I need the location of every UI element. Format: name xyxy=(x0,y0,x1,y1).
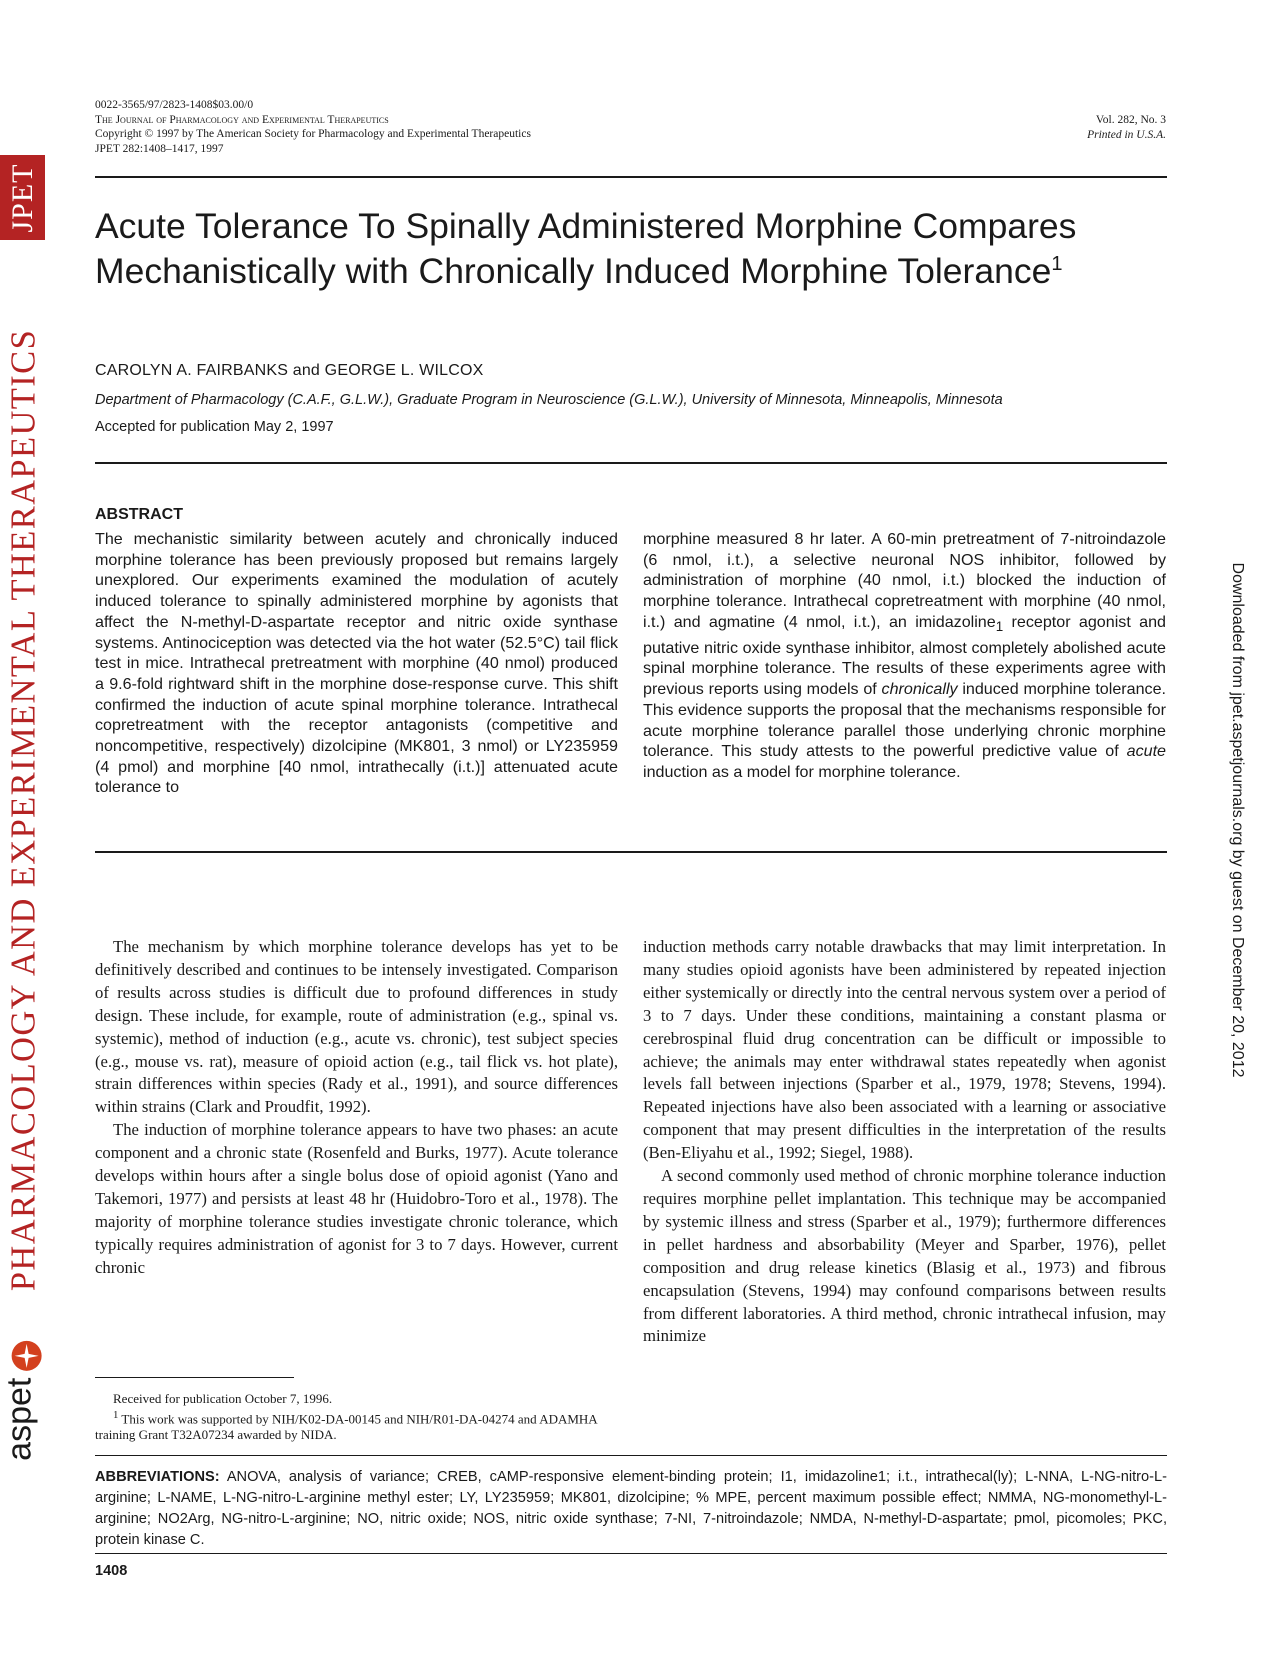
abstract-left-column: The mechanistic similarity between acutely and chronically induced morphine tolerance has been previously proposed but remains largely unexplored. Our experiments examined the modulation of acutely induced tolerance to spinally administered morphine by agonists that affect the N-methyl-D-aspartate receptor and nitric oxide synthase systems. Antinociception was detected via the hot water (52.5°C) tail flick test in mice. Intrathecal pretreatment with morphine (40 nmol) produced a 9.6-fold rightward shift in the morphine dose-response curve. This shift confirmed the induction of acute spinal morphine tolerance. Intrathecal copretreatment with the receptor antagonists (competitive and noncompetitive, respectively) dizolcipine (MK801, 3 nmol) or LY235959 (4 pmol) and morphine [40 nmol, intrathecally (i.t.)] attenuated acute tolerance to xyxy=(95,530,618,797)
author-list: CAROLYN A. FAIRBANKS and GEORGE L. WILCOX xyxy=(95,362,484,379)
abstract-right-column xyxy=(643,529,1166,783)
abstract-subscript: 1 xyxy=(995,619,1004,635)
download-note: Downloaded from jpet.aspetjournals.org by guest on December 20, 2012 xyxy=(1229,562,1246,1078)
page-number: 1408 xyxy=(95,1563,128,1579)
abbreviations-top-rule xyxy=(95,1455,1167,1456)
title-footnote-mark: 1 xyxy=(1051,253,1063,276)
accepted-date: Accepted for publication May 2, 1997 xyxy=(95,419,334,435)
abstract-text-part: induction as a model for morphine tolerance. xyxy=(643,762,961,781)
copyright-line: Copyright © 1997 by The American Society for Pharmacology and Experimental Therapeutics xyxy=(95,128,531,140)
body-paragraph: The mechanism by which morphine tolerance develops has yet to be definitively described and continues to be intensely investigated. Comparison of results across studies is difficult due to profound differences in study design. These include, for example, route of administration (e.g., spinal vs. systemic), method of induction (e.g., acute vs. chronic), test subject species (e.g., mouse vs. rat), measure of opioid action (e.g., tail flick vs. hot plate), strain differences within species (Rady et al., 1991), and source differences within strains (Clark and Proudfit, 1992). xyxy=(95,937,618,1117)
abbreviations-label: ABBREVIATIONS: xyxy=(95,1469,220,1485)
received-date: Received for publication October 7, 1996. xyxy=(113,1391,333,1406)
abstract-heading: ABSTRACT xyxy=(95,506,183,523)
body-left-column xyxy=(95,936,618,1280)
aspet-logo-text: aspet xyxy=(0,1377,39,1461)
abstract-text-part: induced morphine tolerance. This evidence supports the proposal that the mechanisms responsible for acute morphine tolerance parallel those underlying chronic morphine tolerance. This study attests to the powerful predictive value of xyxy=(643,680,1167,761)
journal-header-left xyxy=(95,98,531,156)
abstract-text-part: morphine measured 8 hr later. A 60-min pretreatment of 7-nitroindazole (6 nmol, i.t.), a selective neuronal NOS inhibitor, followed by administration of morphine (40 nmol, i.t.) blocked the induction of morphine tolerance. Intrathecal copretreatment with morphine (40 nmol, i.t.) and agmatine (4 nmol, i.t.), an imidazoline xyxy=(643,530,1166,631)
aspet-flower-icon xyxy=(9,1339,43,1373)
abstract-emphasis: acute xyxy=(1126,742,1166,761)
citation-line: JPET 282:1408–1417, 1997 xyxy=(95,142,224,155)
article-title xyxy=(95,204,1195,294)
journal-header-right xyxy=(1087,113,1166,142)
journal-name: The Journal of Pharmacology and Experimental Therapeutics xyxy=(95,113,389,126)
affiliation: Department of Pharmacology (C.A.F., G.L.W.), Graduate Program in Neuroscience (G.L.W.), University of Minnesota, Minneapolis, Minnesota xyxy=(95,392,1003,408)
footnote-rule xyxy=(95,1377,294,1378)
title-rule xyxy=(95,462,1167,464)
journal-vertical-banner: PHARMACOLOGY AND EXPERIMENTAL THERAPEUTICS xyxy=(4,328,43,1292)
abbreviations-bottom-rule xyxy=(95,1553,1167,1554)
abstract-emphasis: chronically xyxy=(881,680,958,699)
funding-footnote xyxy=(95,1407,618,1443)
abbreviations-block xyxy=(95,1467,1167,1551)
body-paragraph: A second commonly used method of chronic morphine tolerance induction requires morphine pellet implantation. This technique may be accompanied by systemic illness and stress (Sparber et al., 1979); furthermore differences in pellet hardness and absorbability (Meyer and Sparber, 1976), pellet composition and drug release kinetics (Blasig et al., 1973) and fibrous encapsulation (Stevens, 1994) may confound comparisons between results from different laboratories. A third method, chronic intrathecal infusion, may minimize xyxy=(643,1166,1166,1346)
article-code: 0022-3565/97/2823-1408$03.00/0 xyxy=(95,99,254,111)
body-paragraph: The induction of morphine tolerance appears to have two phases: an acute component and a chronic state (Rosenfeld and Burks, 1977). Acute tolerance develops within hours after a single bolus dose of opioid agonist (Yano and Takemori, 1977) and persists at least 48 hr (Huidobro-Toro et al., 1978). The majority of morphine tolerance studies investigate chronic tolerance, which typically requires administration of agonist for 3 to 7 days. However, current chronic xyxy=(95,1120,618,1277)
abbreviations-text: ANOVA, analysis of variance; CREB, cAMP-responsive element-binding protein; I1, imidazoline1; i.t., intrathecal(ly); L-NNA, L-NG-nitro-L-arginine; L-NAME, L-NG-nitro-L-arginine methyl ester; LY, LY235959; MK801, dizolcipine; % MPE, percent maximum possible effect; NMMA, NG-monomethyl-L-arginine; NO2Arg, NG-nitro-L-arginine; NO, nitric oxide; NOS, nitric oxide synthase; 7-NI, 7-nitroindazole; NMDA, N-methyl-D-aspartate; pmol, picomoles; PKC, protein kinase C. xyxy=(95,1469,1167,1548)
header-rule xyxy=(95,176,1167,178)
footnote-mark: 1 xyxy=(113,1409,119,1421)
jpet-logo-box xyxy=(0,155,45,240)
body-right-column xyxy=(643,936,1166,1348)
aspet-logo xyxy=(1,1339,44,1461)
abstract-rule xyxy=(95,851,1167,853)
funding-text: This work was supported by NIH/K02-DA-00145 and NIH/R01-DA-04274 and ADAMHA training Grant T32A07234 awarded by NIDA. xyxy=(95,1411,597,1443)
abstract-text-part: receptor agonist and putative nitric oxide synthase inhibitor, almost completely abolished acute spinal morphine tolerance. The results of these experiments agree with previous reports using models of xyxy=(643,612,1166,699)
body-paragraph: induction methods carry notable drawbacks that may limit interpretation. In many studies opioid agonists have been administered by repeated injection either systemically or directly into the central nervous system over a period of 3 to 7 days. Under these conditions, maintaining a constant plasma or cerebrospinal fluid drug concentration can be difficult or impossible to achieve; the animals may enter withdrawal states repeatedly when agonist levels fall between injections (Sparber et al., 1979, 1978; Stevens, 1994). Repeated injections have also been associated with a learning or associative component that may present difficulties in the interpretation of the results (Ben-Eliyahu et al., 1992; Siegel, 1988). xyxy=(643,937,1166,1163)
article-title-text: Acute Tolerance To Spinally Administered Morphine Compares Mechanistically with Chronically Induced Morphine Tolerance xyxy=(95,206,1077,291)
jpet-logo-text: JPET xyxy=(5,162,39,233)
volume-line: Vol. 282, No. 3 xyxy=(1095,114,1166,126)
printed-line: Printed in U.S.A. xyxy=(1087,128,1166,141)
footnotes xyxy=(95,1391,618,1443)
